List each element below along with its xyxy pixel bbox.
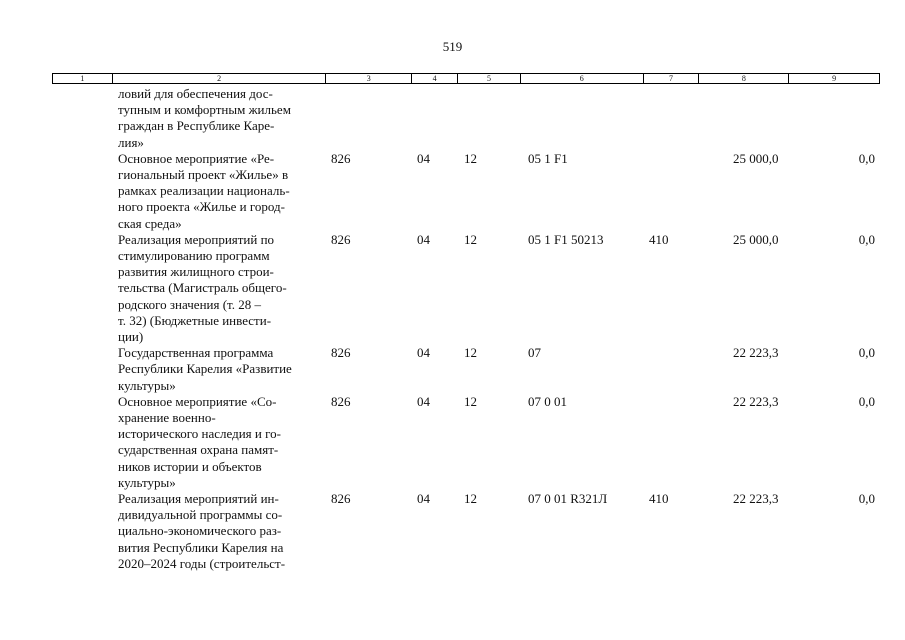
row-amount-2: 0,0 bbox=[858, 345, 875, 361]
row-amount-2: 0,0 bbox=[858, 231, 875, 247]
row-subsection: 12 bbox=[464, 345, 477, 361]
row-name: Реализация мероприятий по стимулированию программ развития жилищного строи- тельства (Магистраль общего- родского значения (т. 28 – т. 32) (Бюджетные инвести- ции) bbox=[118, 231, 287, 345]
row-name: Основное мероприятие «Со- хранение военно- исторического наследия и го- сударственная охрана памят- ников истории и объектов культуры» bbox=[118, 393, 281, 490]
row-target-article: 07 0 01 R321Л bbox=[528, 491, 608, 507]
header-col-8: 8 bbox=[699, 74, 789, 83]
row-target-article: 07 0 01 bbox=[528, 393, 567, 409]
row-target-article: 05 1 F1 50213 bbox=[528, 231, 604, 247]
table-row bbox=[0, 345, 905, 394]
row-amount-1: 22 223,3 bbox=[733, 491, 779, 507]
page-number: 519 bbox=[442, 39, 463, 54]
row-section: 04 bbox=[417, 231, 430, 247]
row-target-article: 07 bbox=[528, 345, 541, 361]
table-row bbox=[0, 86, 905, 151]
table-header bbox=[52, 73, 880, 84]
row-name: ловий для обеспечения дос- тупным и комфортным жильем граждан в Республике Каре- лия» bbox=[118, 86, 291, 150]
row-name: Реализация мероприятий ин- дивидуальной программы со- циально-экономического раз- вития Республики Карелия на 2020–2024 годы (строительст- bbox=[118, 491, 286, 571]
header-col-7: 7 bbox=[644, 74, 700, 83]
header-col-3: 3 bbox=[326, 74, 412, 83]
row-amount-1: 25 000,0 bbox=[733, 150, 779, 166]
row-subsection: 12 bbox=[464, 150, 477, 166]
row-ministry-code: 826 bbox=[331, 231, 351, 247]
row-amount-2: 0,0 bbox=[858, 393, 875, 409]
header-col-1: 1 bbox=[53, 74, 113, 83]
table-row bbox=[0, 232, 905, 345]
row-name: Основное мероприятие «Ре- гиональный проект «Жилье» в рамках реализации националь- ного проекта «Жилье и город- ская среда» bbox=[118, 150, 290, 231]
row-amount-1: 22 223,3 bbox=[733, 393, 779, 409]
table-body bbox=[0, 86, 905, 572]
row-expense-type: 410 bbox=[649, 231, 669, 247]
row-subsection: 12 bbox=[464, 231, 477, 247]
header-col-2: 2 bbox=[113, 74, 326, 83]
header-col-5: 5 bbox=[458, 74, 521, 83]
row-amount-2: 0,0 bbox=[858, 491, 875, 507]
row-target-article: 05 1 F1 bbox=[528, 150, 568, 166]
table-row bbox=[0, 491, 905, 572]
row-section: 04 bbox=[417, 491, 430, 507]
header-col-4: 4 bbox=[412, 74, 458, 83]
header-col-6: 6 bbox=[521, 74, 644, 83]
row-subsection: 12 bbox=[464, 393, 477, 409]
header-col-9: 9 bbox=[832, 74, 837, 83]
row-section: 04 bbox=[417, 393, 430, 409]
row-section: 04 bbox=[417, 150, 430, 166]
row-subsection: 12 bbox=[464, 491, 477, 507]
table-row bbox=[0, 151, 905, 232]
row-expense-type: 410 bbox=[649, 491, 669, 507]
row-ministry-code: 826 bbox=[331, 491, 351, 507]
row-name: Государственная программа Республики Карелия «Развитие культуры» bbox=[118, 345, 292, 393]
row-section: 04 bbox=[417, 345, 430, 361]
row-amount-1: 22 223,3 bbox=[733, 345, 779, 361]
table-row bbox=[0, 394, 905, 491]
row-ministry-code: 826 bbox=[331, 150, 351, 166]
row-ministry-code: 826 bbox=[331, 393, 351, 409]
row-amount-2: 0,0 bbox=[858, 150, 875, 166]
row-amount-1: 25 000,0 bbox=[733, 231, 779, 247]
row-ministry-code: 826 bbox=[331, 345, 351, 361]
